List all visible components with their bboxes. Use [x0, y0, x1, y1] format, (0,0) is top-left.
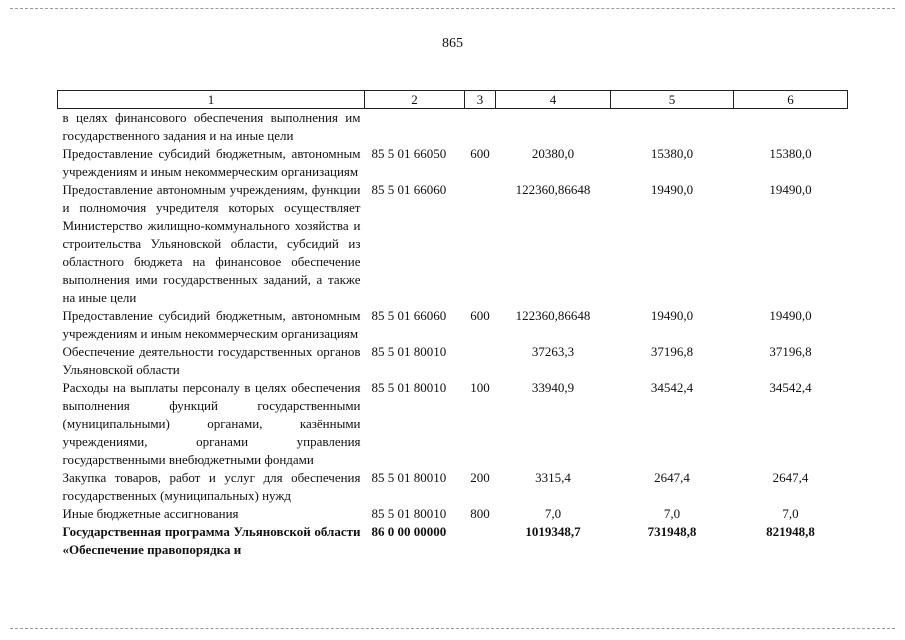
amount-col-4-cell: 122360,86648 — [515, 308, 591, 323]
expense-type-cell: 600 — [470, 308, 490, 323]
page-number: 865 — [442, 36, 463, 51]
amount-col-6-cell: 821948,8 — [766, 524, 815, 539]
item-name-cell: Иные бюджетные ассигнования — [62, 506, 239, 521]
budget-code-cell: 85 5 01 66060 — [371, 182, 447, 197]
expense-type-cell — [465, 523, 496, 559]
amount-col-4-cell — [496, 109, 611, 146]
table-header-row — [58, 91, 848, 109]
budget-code-cell: 85 5 01 80010 — [371, 380, 447, 395]
amount-col-4-cell: 33940,9 — [531, 380, 575, 395]
amount-col-4-cell: 3315,4 — [535, 470, 571, 485]
item-name-cell: в целях финансового обеспечения выполнения им государственного задания и на иные цели — [62, 110, 361, 143]
amount-col-5-cell — [611, 109, 734, 146]
expense-type-cell — [465, 181, 496, 307]
budget-code-cell: 85 5 01 80010 — [371, 470, 447, 485]
table-row — [58, 181, 848, 307]
amount-col-6-cell: 19490,0 — [769, 182, 812, 197]
amount-col-5-cell: 15380,0 — [650, 146, 694, 161]
amount-col-4-cell: 7,0 — [544, 506, 562, 521]
header-col-4: 4 — [496, 91, 611, 109]
page-top-border — [10, 8, 895, 9]
amount-col-6-cell: 7,0 — [782, 506, 799, 521]
table-row — [58, 469, 848, 505]
budget-table — [57, 90, 848, 559]
item-name-cell: Расходы на выплаты персоналу в целях обеспечения выполнения функций государственными (муниципальными) органами, казёнными учреждениями, органами управления государственными внебюджетными фондами — [62, 380, 361, 467]
amount-col-4-cell: 122360,86648 — [515, 182, 591, 197]
item-name-cell: Государственная программа Ульяновской области «Обеспечение правопорядка и — [62, 524, 361, 557]
expense-type-cell: 800 — [470, 506, 490, 521]
item-name-cell: Предоставление автономным учреждениям, функции и полномочия учредителя которых осуществляет Министерство жилищно-коммунального хозяйства и строительства Ульяновской области, субсидий из областного бюджета на финансовое обеспечение выполнения ими государственных заданий, а также на иные цели — [62, 182, 361, 305]
amount-col-6-cell: 34542,4 — [769, 380, 812, 395]
item-name-cell: Обеспечение деятельности государственных органов Ульяновской области — [62, 344, 361, 377]
item-name-cell: Предоставление субсидий бюджетным, автономным учреждениям и иным некоммерческим организациям — [62, 308, 361, 341]
amount-col-5-cell: 2647,4 — [654, 470, 690, 485]
table-row — [58, 145, 848, 181]
amount-col-6-cell: 19490,0 — [769, 308, 812, 323]
amount-col-6-cell: 15380,0 — [769, 146, 812, 161]
table-row — [58, 505, 848, 523]
amount-col-4-cell: 1019348,7 — [525, 524, 581, 539]
header-col-3: 3 — [465, 91, 496, 109]
expense-type-cell: 200 — [470, 470, 490, 485]
amount-col-5-cell: 34542,4 — [650, 380, 694, 395]
amount-col-4-cell: 37263,3 — [531, 344, 575, 359]
amount-col-5-cell: 731948,8 — [647, 524, 697, 539]
header-col-5: 5 — [611, 91, 734, 109]
amount-col-4-cell: 20380,0 — [531, 146, 575, 161]
header-col-1: 1 — [58, 91, 365, 109]
table-row — [58, 307, 848, 343]
budget-code-cell: 86 0 00 00000 — [371, 524, 447, 539]
budget-code-cell: 85 5 01 66060 — [371, 308, 447, 323]
table-row — [58, 523, 848, 559]
expense-type-cell: 600 — [470, 146, 490, 161]
table-row — [58, 109, 848, 146]
expense-type-cell — [465, 109, 496, 146]
budget-table-container — [57, 90, 847, 559]
header-col-2: 2 — [365, 91, 465, 109]
table-row — [58, 343, 848, 379]
item-name-cell: Предоставление субсидий бюджетным, автономным учреждениям и иным некоммерческим организациям — [62, 146, 361, 179]
amount-col-5-cell: 19490,0 — [650, 182, 694, 197]
budget-code-cell: 85 5 01 66050 — [371, 146, 447, 161]
page-bottom-border — [10, 628, 895, 629]
amount-col-6-cell: 2647,4 — [772, 470, 809, 485]
amount-col-5-cell: 37196,8 — [650, 344, 694, 359]
item-name-cell: Закупка товаров, работ и услуг для обеспечения государственных (муниципальных) нужд — [62, 470, 361, 503]
amount-col-5-cell: 19490,0 — [650, 308, 694, 323]
budget-code-cell: 85 5 01 80010 — [371, 506, 447, 521]
table-row — [58, 379, 848, 469]
budget-code-cell: 85 5 01 80010 — [371, 344, 447, 359]
amount-col-5-cell: 7,0 — [663, 506, 681, 521]
amount-col-6-cell — [734, 109, 848, 146]
expense-type-cell: 100 — [470, 380, 490, 395]
budget-code-cell — [365, 109, 465, 146]
amount-col-6-cell: 37196,8 — [769, 344, 812, 359]
expense-type-cell — [465, 343, 496, 379]
header-col-6: 6 — [734, 91, 848, 109]
table-body — [58, 109, 848, 560]
